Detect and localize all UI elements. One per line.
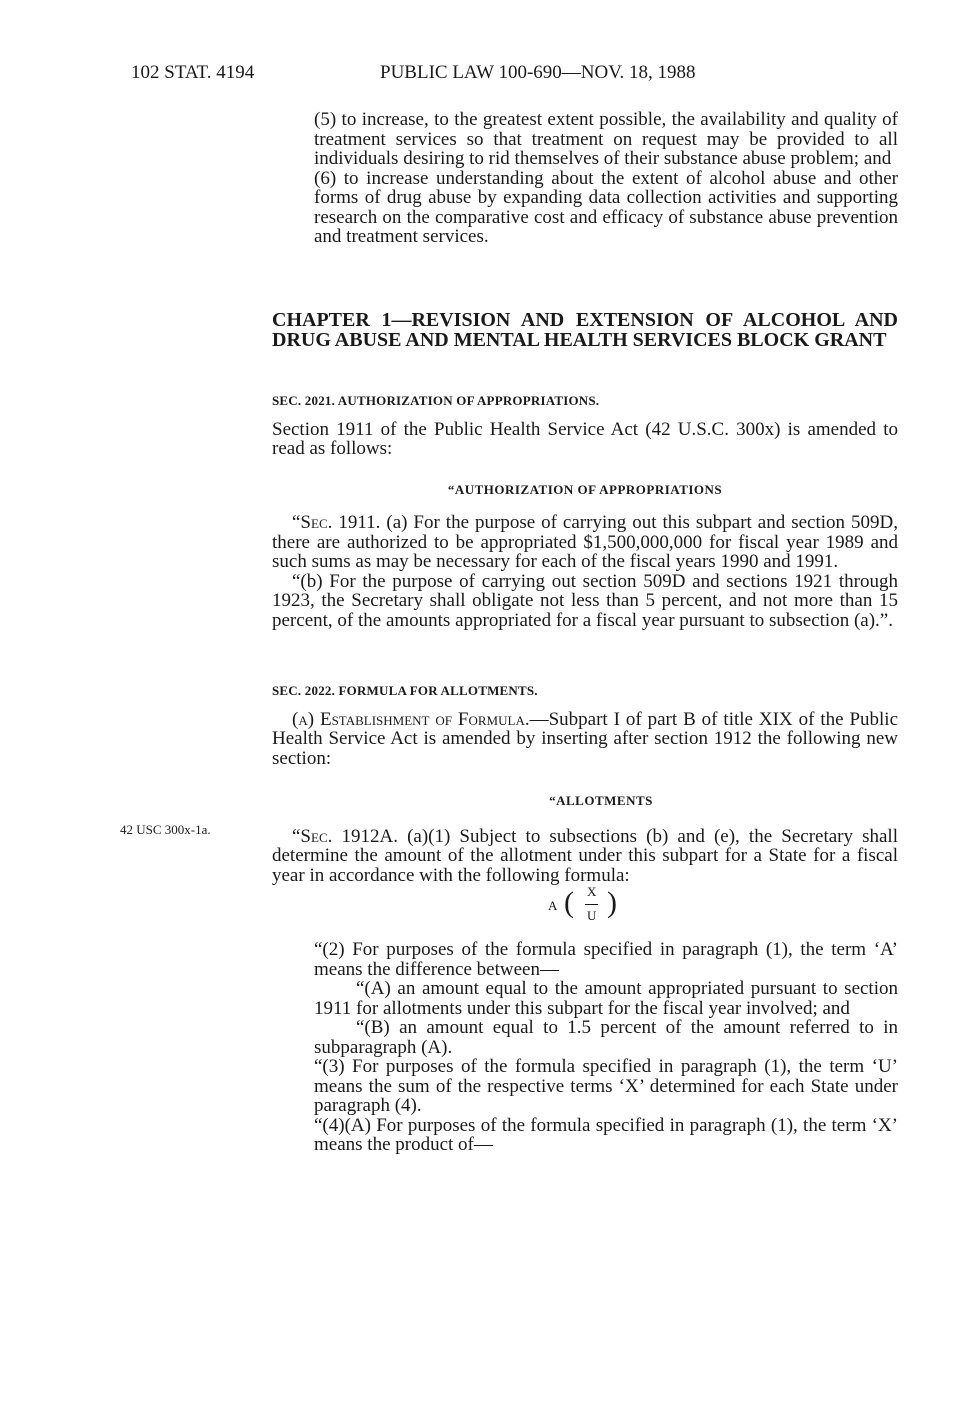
chapter-title: CHAPTER 1—REVISION AND EXTENSION OF ALCOHOL AND DRUG ABUSE AND MENTAL HEALTH SERVICES BLOCK GRANT: [272, 309, 898, 351]
intro-block: [314, 110, 898, 247]
paragraph-2: “(2) For purposes of the formula specified in paragraph (1), the term ‘A’ means the difference between—: [314, 939, 898, 980]
paragraph-4: “(4)(A) For purposes of the formula specified in paragraph (1), the term ‘X’ means the product of—: [314, 1114, 898, 1155]
formula-left-paren: (: [564, 886, 574, 919]
section-1911-label: “Sec. 1911.: [292, 512, 381, 533]
formula-x: X: [587, 884, 597, 899]
section-2021: [272, 391, 898, 630]
paragraph-3: “(3) For purposes of the formula specified in paragraph (1), the term ‘U’ means the sum of the respective terms ‘X’ determined for each State under paragraph (4).: [314, 1056, 898, 1116]
section-2022-a: [272, 710, 898, 769]
paragraph-5: (5) to increase, to the greatest extent possible, the availability and quality of treatment services so that treatment on request may be provided to all individuals desiring to rid themselves of their substance abuse problem; and: [314, 109, 898, 169]
margin-note: 42 USC 300x-1a.: [120, 822, 211, 837]
formula-a: A: [548, 898, 558, 913]
section-2021-subheading: “AUTHORIZATION OF APPROPRIATIONS: [447, 481, 723, 497]
section-1911-b: “(b) For the purpose of carrying out section 509D and sections 1921 through 1923, the Secretary shall obligate not less than 5 percent, and not more than 15 percent, of the amounts appropriated for a fiscal year pursuant to subsection (a).”.: [272, 570, 898, 631]
section-2022-a-label: (a) Establishment of Formula.: [292, 708, 530, 730]
allotment-formula: [548, 884, 628, 930]
section-1912a-1-text: (a)(1) Subject to subsections (b) and (e), the Secretary shall determine the amount of the allotment under this subpart for a State for a fiscal year in accordance with the following formula:: [272, 825, 898, 886]
section-2022-heading: SEC. 2022. FORMULA FOR ALLOTMENTS.: [272, 683, 538, 698]
section-1911-a: [272, 513, 898, 572]
section-1911-a-text: (a) For the purpose of carrying out this subpart and section 509D, there are authorized to be appropriated $1,500,000,000 for fiscal year 1989 and such sums as may be necessary for each of the fiscal years 1990 and 1991.: [272, 512, 898, 572]
section-2022-a-text: —Subpart I of part B of title XIX of the Public Health Service Act is amended by inserting after section 1912 the following new section:: [272, 708, 899, 769]
paragraph-2-b: “(B) an amount equal to 1.5 percent of the amount referred to in subparagraph (A).: [314, 1017, 898, 1058]
stat-citation: 102 STAT. 4194: [131, 62, 255, 83]
section-1912a-1: [272, 827, 898, 886]
section-2021-body: Section 1911 of the Public Health Service Act (42 U.S.C. 300x) is amended to read as follows:: [272, 418, 898, 459]
page-header: [0, 62, 954, 90]
formula-u: U: [587, 908, 597, 923]
section-2022: [272, 681, 898, 885]
chapter-block: [272, 310, 898, 350]
section-2021-heading: SEC. 2021. AUTHORIZATION OF APPROPRIATIONS.: [272, 393, 600, 408]
law-citation: PUBLIC LAW 100-690—NOV. 18, 1988: [380, 62, 696, 83]
paragraph-6: (6) to increase understanding about the extent of alcohol abuse and other forms of drug abuse by expanding data collection activities and supporting research on the comparative cost and efficacy of substance abuse prevention and treatment services.: [314, 167, 898, 247]
paragraph-2-a: “(A) an amount equal to the amount appropriated pursuant to section 1911 for allotments under this subpart for the fiscal year involved; and: [314, 978, 898, 1019]
formula-right-paren: ): [607, 886, 617, 919]
section-1912a-label: “Sec. 1912A.: [292, 825, 398, 847]
formula-fraction-bar: [585, 904, 598, 905]
section-2022-subheading: “ALLOTMENTS: [549, 793, 653, 808]
formula-definitions: [314, 940, 898, 1155]
